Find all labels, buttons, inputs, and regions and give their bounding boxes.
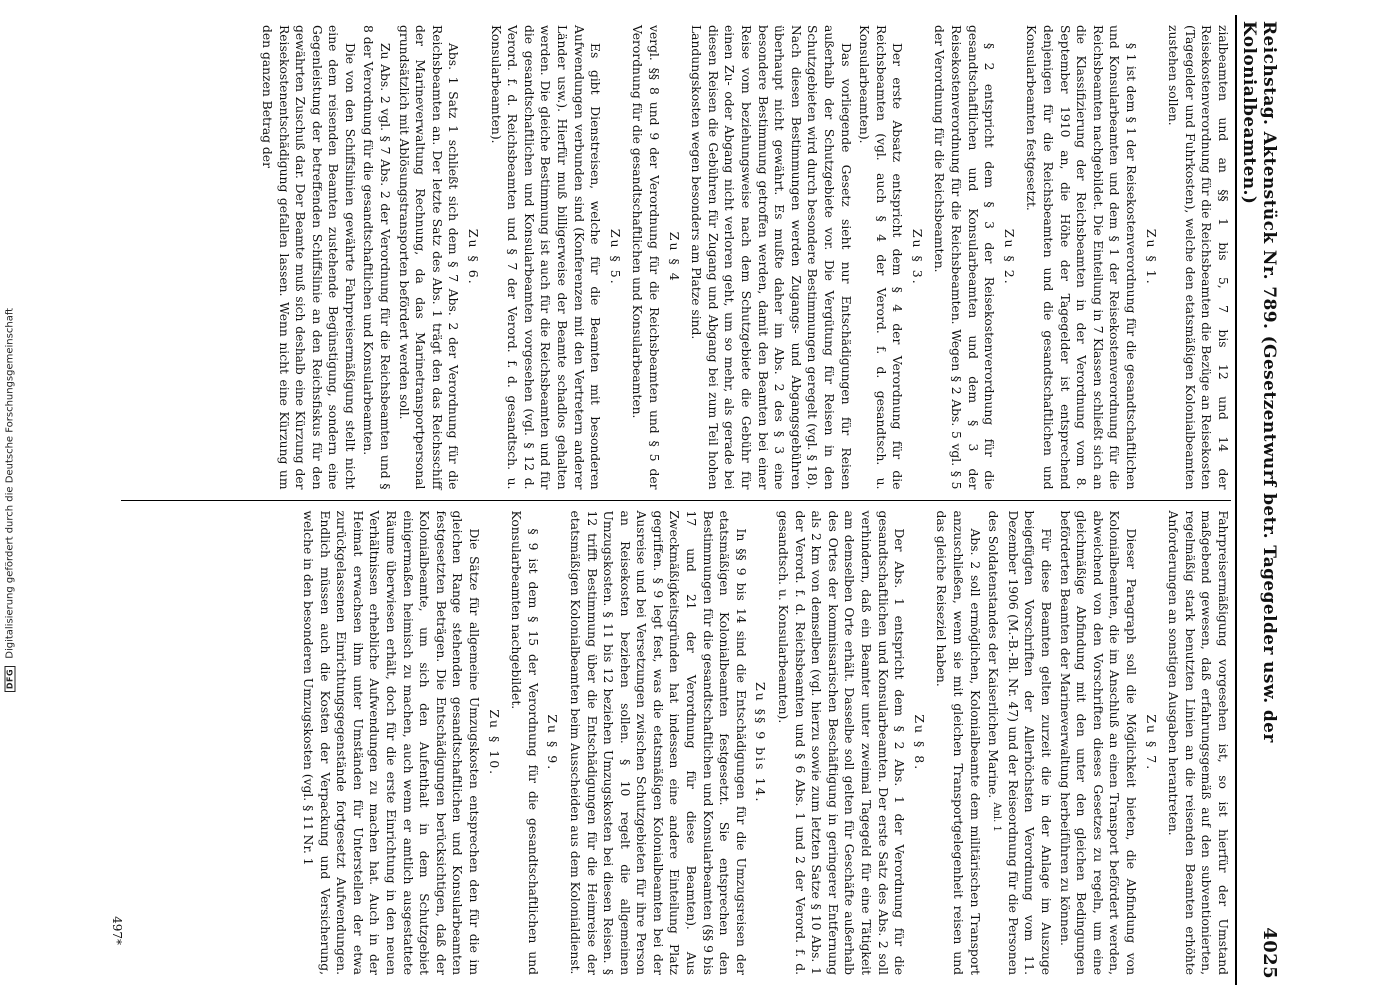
paragraph-text: Die von den Schiffslinien gewährte Fahrpreisermäßigung stellt nicht eine dem reisenden Beamten zustehende Begünstigung, sondern eine Gegenleistung der betreffenden Schiffslinie an den Reichsfiskus für den gewährten Zuschuß dar. Der Beamte muß sich deshalb eine Kürzung der Reisekostenentschädigung gefallen lassen. Wenn nicht eine Kürzung um den ganzen Betrag der [259,25,357,490]
paragraph-text: vergl. §§ 8 und 9 der Verordnung für die Reichsbeamten und § 5 der Verordnung für die gesandtschaftlichen und Konsularbeamten. [630,25,661,490]
paragraph-text: Dieser Paragraph soll die Möglichkeit bieten, die Abfindung von Kolonialbeamten, die im Anschluß an einen Transport befördert werden, abweichend von den Vorschriften dieses Gesetzes zu regeln, um eine gleichmäßige Abfindung mit den unter den gleichen Bedingungen beförderten Beamten der Marineverwaltung herbeiführen zu können. [1057,510,1139,975]
section-heading [1142,25,1159,490]
paragraph-text: § 9 ist dem § 15 der Verordnung für die gesandtschaftlichen und Konsularbeamten nachgebildet. [509,510,540,975]
section-heading [464,25,481,490]
paragraph-text: Es gibt Dienstreisen, welche für die Beamten mit besonderen Aufwendungen verbunden sind (Konferenzen mit den Vertretern anderer Länder usw.). Hierfür muß billigerweise der Beamte schadlos gehalten werden. Die gleiche Bestimmung ist auch für die Reichsbeamten und für die gesandtschaftlichen und Konsularbeamten vorgesehen (vgl. § 12 d. Verord. f. d. Reichsbeamten und § 7 der Verord. f. d. gesandtsch. u. Konsularbeamten). [488,25,603,490]
section-heading-text: Zu §§ 9 bis 14. [753,682,769,804]
paragraph-text: Das vorliegende Gesetz sieht nur Entschädigungen für Reisen außerhalb der Schutzgebiete vor. Die Vergütung für Reisen in den Schutzgebieten wird durch besondere Bestimmungen geregelt (vgl. § 18). Nach diesen Bestimmungen werden Zugangs- und Abgangsgebühren überhaupt nicht gewährt. Es mußte daher im Abs. 2 des § 3 eine besondere Bestimmung getroffen werden, damit den Beamten bei einer Reise vom beziehungsweise nach dem Schutzgebiete die Gebühr für einen Zu- oder Abgang nicht verloren geht, um so mehr, als gerade bei diesen Reisen die Gebühren für Zugang und Abgang bei zum Teil hohen Landungskosten wegen besonders am Platze sind. [689,25,853,490]
paragraph [985,511,1054,976]
paragraph-text: Fahrpreisermäßigung vorgesehen ist, so ist hierfür der Umstand maßgebend gewesen, daß erfahrungsgemäß auf den subventionierten, regelmäßig stark benutzten Linien an die reisenden Beamten erhöhte Anforderungen an sonstigen Ausgaben herantreten. [1166,510,1230,975]
paragraph-text: zialbeamten und an §§ 1 bis 5, 7 bis 12 und 14 der Reisekostenverordnung für die Reichsbeamten die Bezüge an Reisekosten (Tagegelder und Fuhrkosten), welche den etatsmäßigen Kolonialbeamten zustehen sollen. [1166,25,1230,490]
section-heading [606,25,623,490]
side-credit [0,0,20,1000]
paragraph [1165,25,1231,490]
paragraph [1165,511,1231,976]
paragraph [856,25,906,490]
text-columns [121,15,1231,985]
margin-note: Anl. 1 [991,802,1003,832]
paragraph [1056,511,1139,976]
side-credit-text-wrap [5,5,16,995]
signature-mark: 497* [110,916,124,945]
page-area [90,0,1290,1000]
section-heading-text: Zu § 6. [466,228,482,286]
paragraph [508,511,541,976]
section-heading-text: Zu § 8. [911,714,927,772]
running-head [1235,15,1280,985]
paragraph [1023,25,1139,490]
paragraph [487,25,603,490]
paragraph-text: Der erste Absatz entspricht dem § 4 der Verordnung für die Reichsbeamten (vgl. auch § 4 der Verord. f. d. gesandtsch. u. Konsularbeamten). [857,25,905,490]
section-heading-text: Zu § 10. [486,709,502,777]
running-head-title: Reichstag. Aktenstück Nr. 789. (Gesetzentwurf betr. Tagegelder usw. der Kolonialbeamten.) [1239,21,1279,743]
paragraph-text: § 2 entspricht dem § 3 der Reisekostenverordnung für die gesandtschaftlichen und Konsularbeamten und dem § 3 der Reisekostenverordnung für die Reichsbeamten. Wegen § 2 Abs. 5 vgl. § 5 der Verordnung für die Reichsbeamten. [932,25,997,490]
paragraph [299,511,482,976]
document-page [100,15,1280,985]
paragraph [933,511,983,976]
section-heading [1142,511,1159,976]
section-heading-text: Zu § 3. [909,228,925,286]
paragraph-text: Zu Abs. 2 vgl. § 7 Abs. 2 der Verordnung für die Reichsbeamten und § 8 der Verordnung für die gesandtschaftlichen und Konsularbeamten. [361,25,393,490]
paragraph-text: Der Abs. 1 entspricht dem § 2 Abs. 1 der Verordnung für die gesandtschaftlichen und Konsularbeamten. Der erste Satz des Abs. 2 soll verhindern, daß ein Beamter unter zweimal Tagegeld für eine Tätigkeit am demselben Orte erhält. Dasselbe soll gelten für Geschäfte außerhalb des Ortes der kommissarischen Beschäftigung in geringerer Entfernung als 2 km von demselben (vgl. hierzu sowie zum letzten Satze § 10 Abs. 1 der Verord. f. d. Reichsbeamten und § 6 Abs. 1 und 2 der Verord. f. d. gesandtsch. u. Konsularbeamten). [776,510,907,975]
section-heading [485,511,502,976]
section-heading-text: Zu § 7. [1143,714,1159,772]
paragraph [629,25,662,490]
section-heading-text: Zu § 1. [1143,228,1159,286]
paragraph-text: Die Sätze für allgemeine Umzugskosten entsprechen den für die im gleichen Range stehenden gesandtschaftlichen und Konsularbeamten festgesetzten Beträgen. Die Entschädigungen berücksichtigen, daß der Kolonialbeamte, um sich den Aufenthalt in dem Schutzgebiet einigermaßen heimisch zu machen, auch wenn er amtlich ausgestattete Räume überwiesen erhält, doch für die erste Einrichtung in den neuen Verhältnissen erhebliche Aufwendungen zu machen hat. Auch in der Heimat erwachsen ihm unter Umständen für Unterstellen der etwa zurückgelassenen Einrichtungsgegenstände fortgesetzt Aufwendungen. Endlich müssen auch die Kosten der Verpackung und Versicherung, welche in den besonderen Umzugskosten (vgl. § 11 Nr. 1 [301,510,481,975]
paragraph [688,25,854,490]
paragraph-text: Für diese Beamten gelten zurzeit die in der Anlage im Auszuge beigefügten Vorschriften der Allerhöchsten Verordnung vom 11. Dezember 1906 (M.-B.-Bl. Nr. 47) und der Reiseordnung für die Personen des Soldatenstandes der Kaiserlichen Marine. [986,510,1054,975]
paragraph-text: In §§ 9 bis 14 sind die Entschädigungen für die Umzugsreisen der etatsmäßigen Kolonialbeamten festgesetzt. Sie entsprechen den Bestimmungen für die gesandtschaftlichen und Konsularbeamten (§§ 9 bis 17 und 21 der Verordnung für diese Beamten). Aus Zweckmäßigkeitsgründen hat indessen eine andere Einteilung Platz gegriffen. § 9 legt fest, was die etatsmäßigen Kolonialbeamten bei der Ausreise und bei Versetzungen zwischen Schutzgebieten für ihre Person an Reisekosten beziehen sollen. § 10 regelt die allgemeinen Umzugskosten. § 11 bis 12 beziehen Umzugskosten bei diesen Reisen. § 12 trifft Bestimmung über die Entschädigungen für die Heimreise der etatsmäßigen Kolonialbeamten beim Ausscheiden aus dem Kolonialdienst. [567,510,748,975]
paragraph [258,25,358,490]
paragraph-text: Abs. 2 soll ermöglichen, Kolonialbeamte dem militärischen Transport anzuschließen, wenn sie mit gleichen Transportgelegenheit reisen und das gleiche Reiseziel haben. [934,510,982,975]
section-heading [1000,25,1017,490]
paragraph [566,511,749,976]
section-heading-text: Zu § 4 [666,231,682,283]
paragraph [774,511,907,976]
section-heading-text: Zu § 5. [607,228,623,286]
section-heading [752,511,769,976]
paragraph [360,25,393,490]
section-heading [908,25,925,490]
right-column [121,500,1231,986]
page-number: 4025 [1259,927,1280,979]
section-heading [910,511,927,976]
dfg-logo: DFG [5,666,16,692]
section-heading-text: Zu § 9. [545,714,561,772]
paragraph-text: Abs. 1 Satz 1 schließt sich dem § 7 Abs. 2 der Verordnung für die Reichsbeamten an. Der letzte Satz des Abs. 1 trägt den das Reichsschiff der Marineverwaltung Rechnung, da das Marinetransportpersonal grundsätzlich mit Ablösungstransporten befördert werden soll. [396,25,461,490]
section-heading [665,25,682,490]
side-credit-text: Digitalisierung gefördert durch die Deutsche Forschungsgemeinschaft [4,307,16,659]
section-heading-text: Zu § 2. [1001,228,1017,286]
paragraph [931,25,997,490]
section-heading [544,511,561,976]
paragraph-text: § 1 ist dem § 1 der Reisekostenverordnung für die gesandtschaftlichen und Konsularbeamten und dem § 1 der Reisekostenverordnung für die Reichsbeamten nachgebildet. Die Einteilung in 7 Klassen schließt sich an die Klassifizierung der Reichsbeamten in der Verordnung vom 8. September 1910 an, die Höhe der Tagegelder ist entsprechend denjenigen für die Reichsbeamten und die gesandtschaftlichen und Konsularbeamten festgesetzt. [1024,25,1139,490]
paragraph [395,25,461,490]
left-column [121,15,1231,500]
